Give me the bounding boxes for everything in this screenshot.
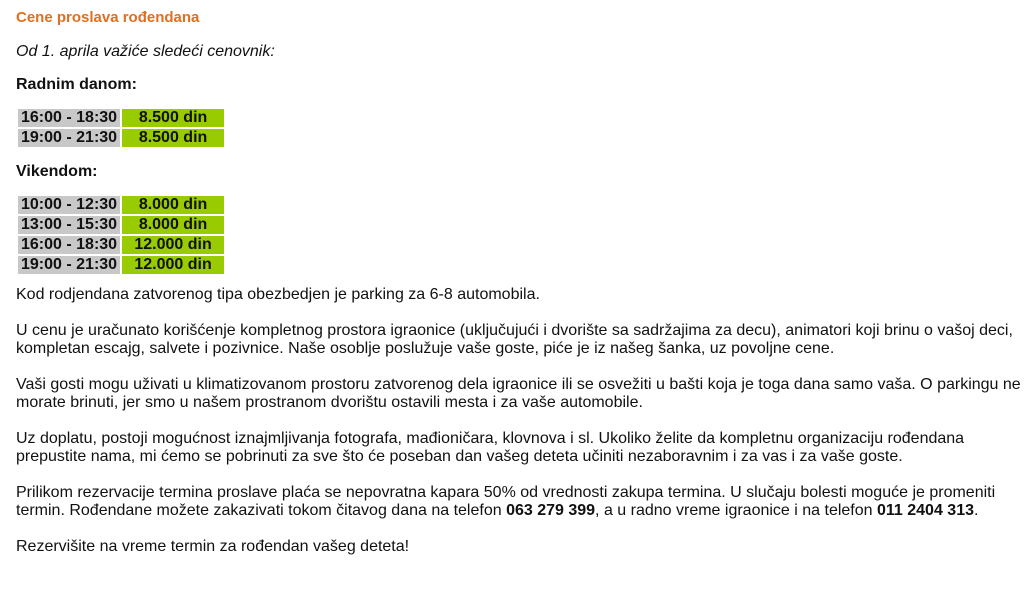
main-content — [16, 9, 1021, 556]
table-row — [18, 256, 224, 274]
page-title: Cene proslava rođendana — [16, 9, 200, 26]
price-cell: 12.000 din — [122, 236, 224, 254]
table-row — [18, 109, 224, 127]
price-cell: 8.500 din — [122, 109, 224, 127]
time-slot: 19:00 - 21:30 — [18, 256, 120, 274]
extras-paragraph: Uz doplatu, postoji mogućnost iznajmljivanja fotografa, mađioničara, klovnova i sl. Ukoliko želite da kompletnu organizaciju rođendana prepustite nama, mi ćemo se pobrinuti za sve što će poseban dan vašeg deteta učiniti nezaboravnim i za vas i za vaše goste. — [16, 430, 965, 465]
intro-text: Od 1. aprila važiće sledeći cenovnik: — [16, 43, 275, 60]
reservation-text: . — [974, 502, 979, 519]
time-slot: 19:00 - 21:30 — [18, 129, 120, 147]
table-row — [18, 236, 224, 254]
table-row — [18, 216, 224, 234]
price-cell: 8.000 din — [122, 216, 224, 234]
weekend-heading: Vikendom: — [16, 163, 98, 180]
mobile-phone-number: 063 279 399 — [506, 502, 596, 519]
closing-paragraph: Rezervišite na vreme termin za rođendan vašeg deteta! — [16, 538, 410, 555]
parking-paragraph: Kod rodjendana zatvorenog tipa obezbedjen je parking za 6-8 automobila. — [16, 286, 540, 303]
time-slot: 16:00 - 18:30 — [18, 236, 120, 254]
table-row — [18, 129, 224, 147]
reservation-paragraph — [16, 484, 1021, 520]
guests-paragraph: Vaši gosti mogu uživati u klimatizovanom prostoru zatvorenog dela igraonice ili se osvežiti u bašti koja je toga dana samo vaša. O parkingu ne morate brinuti, jer smo u našem prostranom dvorištu ostavili mesta i za vaše automobile. — [16, 376, 1021, 411]
time-slot: 10:00 - 12:30 — [18, 196, 120, 214]
included-paragraph: U cenu je uračunato korišćenje kompletnog prostora igraonice (uključujući i dvorište sa sadržajima za decu), animatori koji brinu o vašoj deci, kompletan escajg, salvete i pozivnice. Naše osoblje poslužuje vaše goste, piće je iz našeg šanka, uz povoljne cene. — [16, 322, 1013, 357]
price-cell: 12.000 din — [122, 256, 224, 274]
reservation-text: , a u radno vreme igraonice i na telefon — [595, 502, 877, 519]
landline-phone-number: 011 2404 313 — [877, 502, 974, 519]
price-cell: 8.500 din — [122, 129, 224, 147]
table-row — [18, 196, 224, 214]
weekday-heading: Radnim danom: — [16, 76, 137, 93]
time-slot: 16:00 - 18:30 — [18, 109, 120, 127]
weekday-price-table — [16, 107, 226, 149]
reservation-text: Prilikom rezervacije termina proslave plaća se nepovratna kapara 50% od vrednosti zakupa termina. U slučaju bolesti moguće je promeniti termin. Rođendane možete zakazivati tokom čitavog dana na telefon — [16, 484, 996, 519]
price-cell: 8.000 din — [122, 196, 224, 214]
time-slot: 13:00 - 15:30 — [18, 216, 120, 234]
weekend-price-table — [16, 194, 226, 276]
